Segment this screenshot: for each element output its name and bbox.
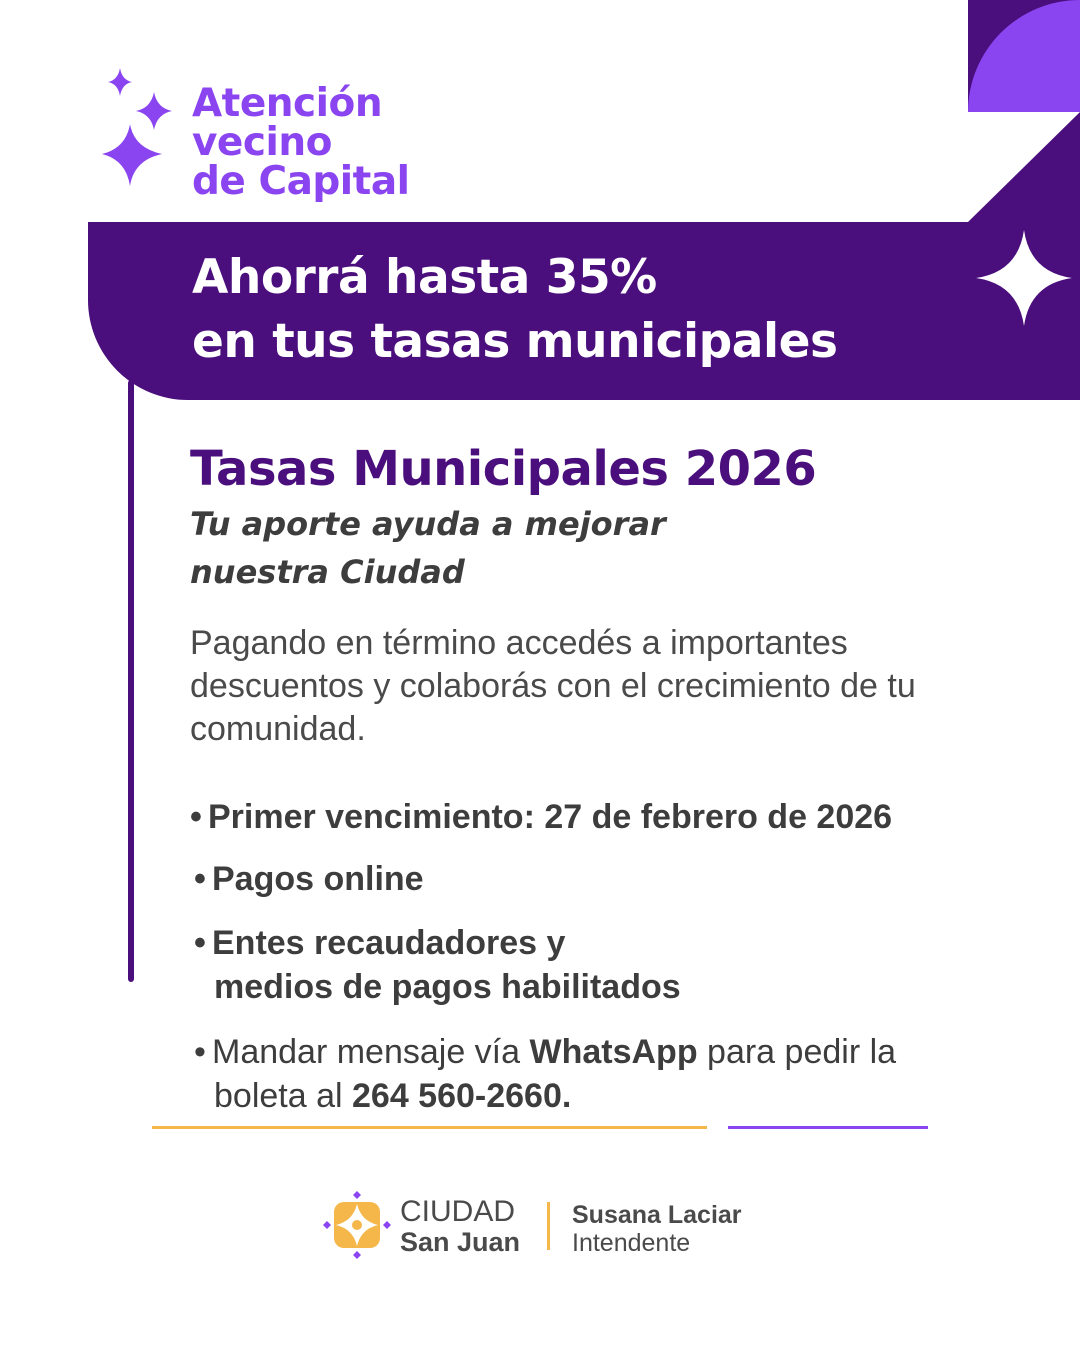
list-item-text: medios de pagos habilitados (214, 968, 681, 1006)
bullet-marker: • (190, 798, 202, 836)
list-item (194, 921, 681, 1009)
list-item (194, 1030, 896, 1118)
list-item (190, 795, 892, 839)
footer-separator (547, 1202, 550, 1250)
attention-line: vecino (192, 120, 332, 165)
subtitle: Tu aporte ayuda a mejorar nuestra Ciudad (190, 505, 666, 591)
description: Pagando en término accedés a importantes descuentos y colaborás con el crecimiento de tu comunidad. (190, 624, 916, 748)
divider-violet (728, 1126, 928, 1129)
official-name: Susana Laciar (572, 1201, 742, 1229)
attention-line: Atención (192, 81, 383, 126)
bullet-marker: • (194, 924, 206, 962)
attention-line: de Capital (192, 159, 410, 204)
attention-heading (192, 81, 410, 204)
list-item-text: boleta al (214, 1077, 352, 1115)
city-logo-icon (322, 1190, 392, 1260)
whatsapp-label: WhatsApp (529, 1033, 698, 1071)
headline-line: en tus tasas municipales (192, 314, 838, 369)
headline (192, 246, 837, 374)
list-item-text: Primer vencimiento: 27 de febrero de 2026 (208, 798, 893, 836)
list-item-continuation (194, 1074, 896, 1118)
logo-text-ciudad: CIUDAD (400, 1195, 516, 1228)
list-item-text: Pagos online (212, 860, 424, 898)
bullet-marker: • (194, 860, 206, 898)
page-title: Tasas Municipales 2026 (190, 441, 817, 497)
sparkle-icons (100, 64, 180, 188)
phone-number: 264 560-2660. (352, 1077, 572, 1115)
headline-line: Ahorrá hasta 35% (192, 250, 657, 305)
divider-orange (152, 1126, 707, 1129)
list-item-text: Entes recaudadores y (212, 924, 566, 962)
logo-text-san-juan: San Juan (400, 1227, 521, 1257)
list-item-text: Mandar mensaje vía (212, 1033, 530, 1071)
sparkle-white-icon (968, 222, 1080, 334)
list-item-text: para pedir la (697, 1033, 897, 1071)
bullet-marker: • (194, 1033, 206, 1071)
vertical-accent-line (128, 380, 134, 982)
official-role: Intendente (572, 1229, 691, 1257)
list-item (194, 857, 424, 901)
